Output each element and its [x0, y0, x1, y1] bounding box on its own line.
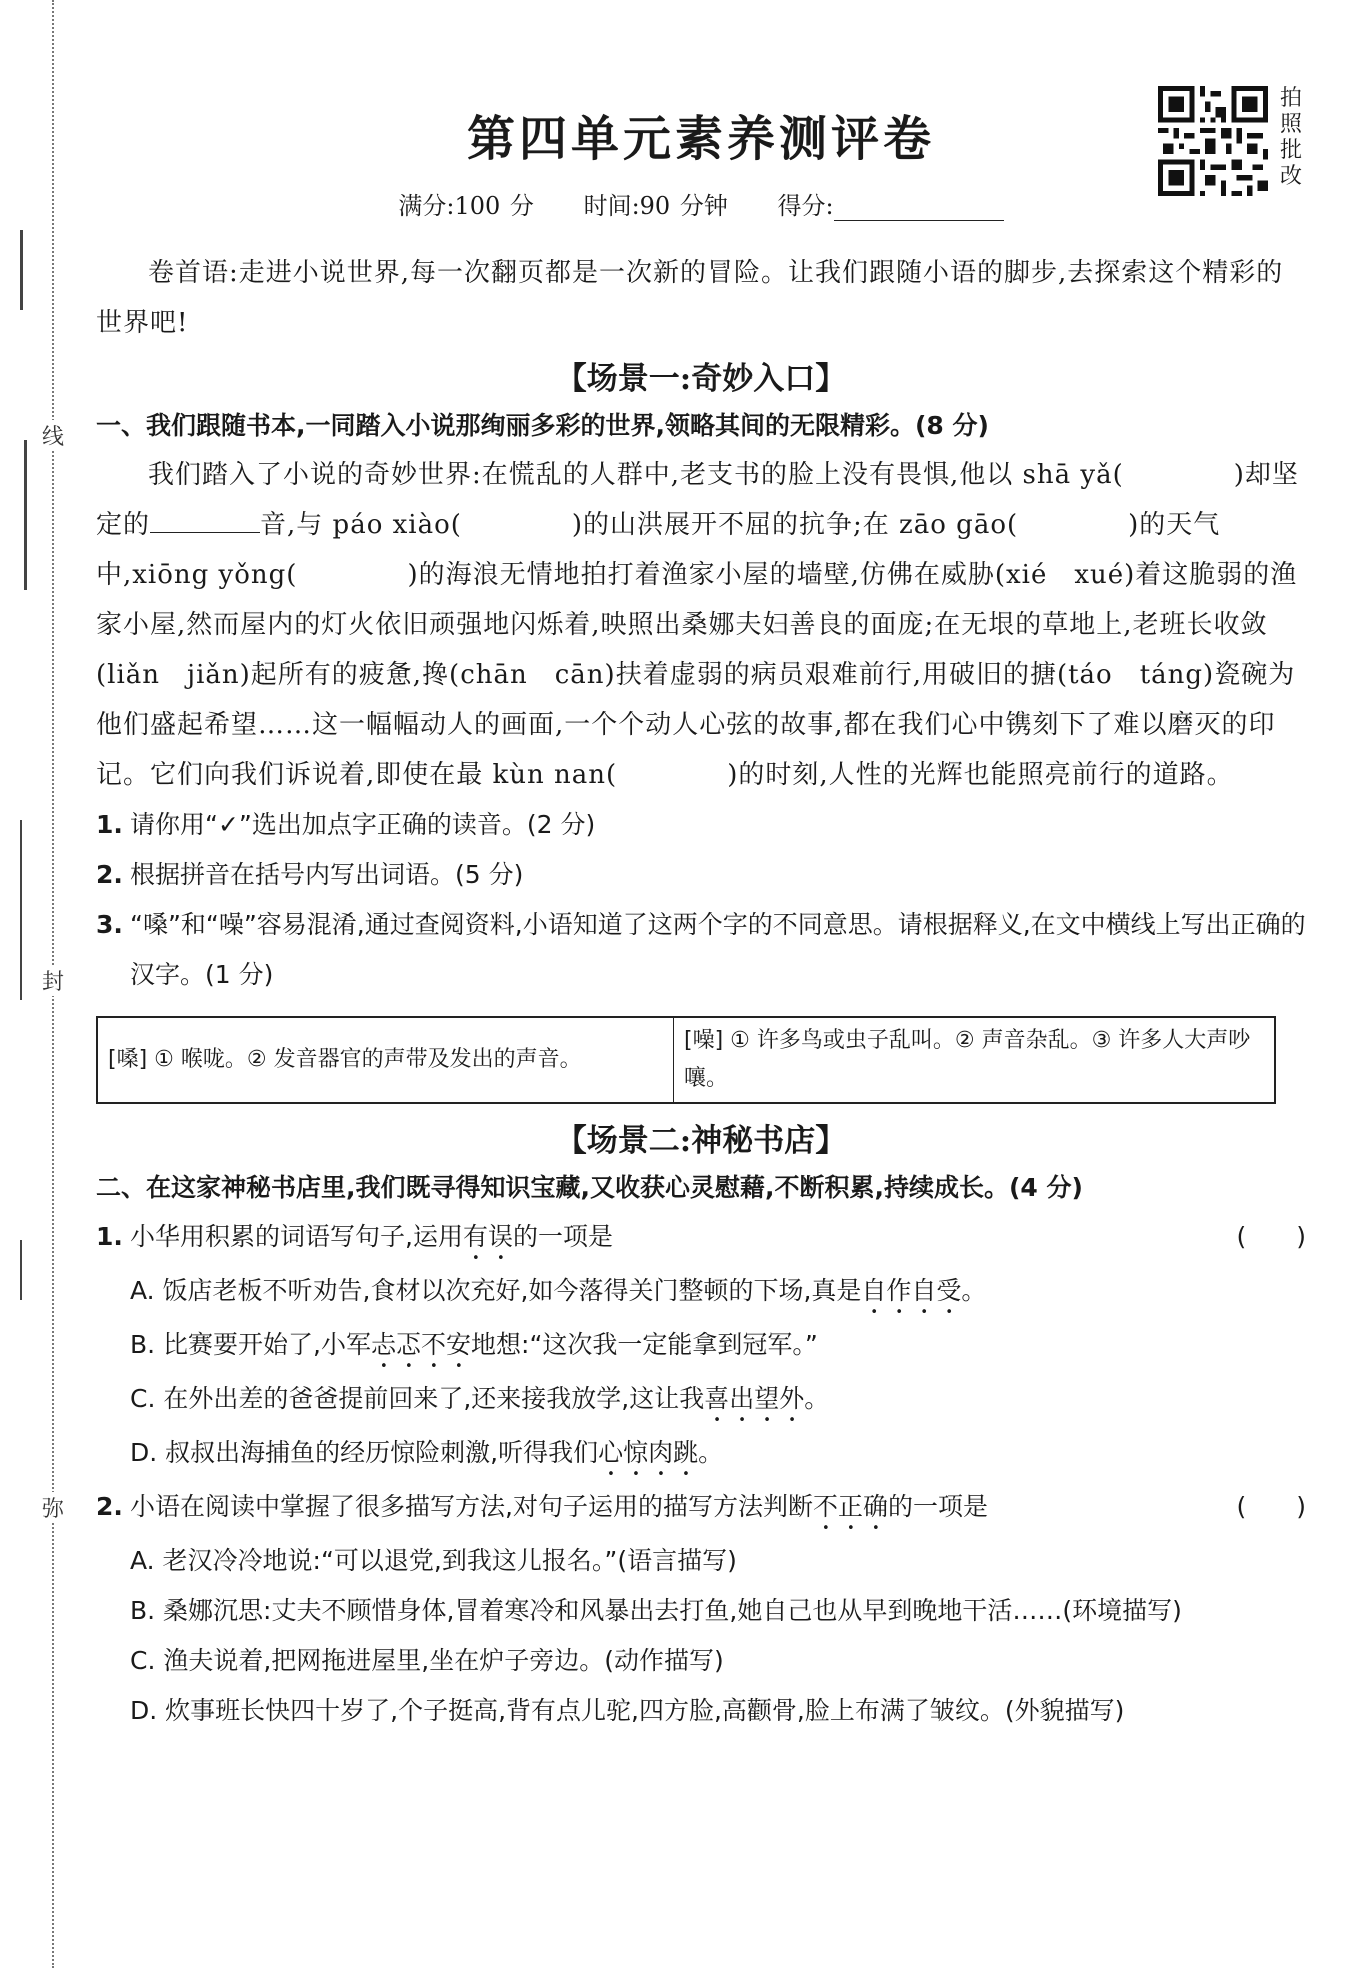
exam-body: [96, 248, 1306, 1736]
question-text: 根据拼音在括号内写出词语。(5 分): [130, 860, 524, 889]
score-label: 得分:: [777, 192, 834, 220]
section1-passage: [96, 450, 1306, 800]
passage-text: )的山洪展开不屈的抗争;在 zāo gāo(: [571, 510, 1019, 540]
binding-margin: [0, 0, 80, 1968]
definition-sang: [嗓] ① 喉咙。② 发音器官的声带及发出的声音。: [97, 1017, 674, 1103]
question-item: [96, 850, 1306, 900]
question-number: 1.: [96, 1222, 123, 1251]
passage-text: )的时刻,人性的光辉也能照亮前行的道路。: [727, 760, 1234, 790]
question-text: 的一项是: [887, 1492, 988, 1521]
question-text: 请你用“✓”选出加点字正确的读音。(2 分): [130, 810, 596, 839]
margin-label-close: 弥: [38, 1492, 68, 1523]
scene1-title: 【场景一:奇妙入口】: [555, 361, 847, 397]
section2-heading: 二、在这家神秘书店里,我们既寻得知识宝藏,又收获心灵慰藉,不断积累,持续成长。(4 分): [96, 1173, 1083, 1202]
option-text: B. 比赛要开始了,小军: [130, 1330, 371, 1359]
answer-paren[interactable]: ( ): [1236, 1492, 1306, 1521]
option-b[interactable]: [96, 1320, 1306, 1374]
question-text: 小华用积累的词语写句子,运用: [130, 1222, 463, 1251]
emphasized-text: 心惊肉跳: [598, 1438, 699, 1467]
score-field[interactable]: [777, 192, 1003, 220]
full-score: 满分:100 分: [398, 192, 534, 220]
margin-mark: [20, 230, 23, 310]
title-row: [96, 100, 1306, 169]
question-number: 2.: [96, 860, 123, 889]
question-number: 3.: [96, 910, 123, 939]
passage-text: )的海浪无情地拍打着渔家小屋的墙壁,仿佛在威胁(xié xué)着这脆弱的渔家小屋,然而屋内的灯火依旧顽强地闪烁着,映照出桑娜夫妇善良的面庞;在无垠的草地上,老班长收敛(liǎn jiǎn)起所有的疲惫,搀(chān cān)扶着虚弱的病员艰难前行,用破旧的搪(táo táng)瓷碗为他们盛起希望……这一幅幅动人的画面,一个个动人心弦的故事,都在我们心中镌刻下了难以磨灭的印记。它们向我们诉说着,即使在最 kùn nan(: [96, 560, 1298, 790]
option-text: 。: [804, 1384, 830, 1413]
passage-text: 音,与 páo xiào(: [260, 510, 462, 540]
option-text: C. 在外出差的爸爸提前回来了,还来接我放学,这让我: [130, 1384, 705, 1413]
question-text: “嗓”和“噪”容易混淆,通过查阅资料,小语知道了这两个字的不同意思。请根据释义,在文中横线上写出正确的汉字。(1 分): [130, 910, 1306, 989]
question-text: 小语在阅读中掌握了很多描写方法,对句子运用的描写方法判断: [130, 1492, 813, 1521]
emphasized-text: 忐忑不安: [371, 1330, 472, 1359]
photo-grading-label: 拍照批改: [1279, 86, 1302, 189]
option-text: D. 叔叔出海捕鱼的经历惊险刺激,听得我们: [130, 1438, 599, 1467]
emphasized-text: 喜出望外: [704, 1384, 805, 1413]
definition-zao: [噪] ① 许多鸟或虫子乱叫。② 声音杂乱。③ 许多人大声吵嚷。: [684, 1028, 1251, 1091]
option-b[interactable]: B. 桑娜沉思:丈夫不顾惜身体,冒着寒冷和风暴出去打鱼,她自己也从早到晚地干活……(环境描写): [130, 1596, 1182, 1625]
question-text: 的一项是: [512, 1222, 613, 1251]
margin-label-line: 线: [38, 420, 68, 451]
option-text: 。: [698, 1438, 724, 1467]
emphasized-text: 有误: [462, 1222, 513, 1251]
question-item: [96, 900, 1306, 1000]
answer-paren[interactable]: ( ): [1236, 1222, 1306, 1251]
emphasized-text: 不正确: [812, 1492, 888, 1521]
question-number: 2.: [96, 1492, 123, 1521]
page-title: 第四单元素养测评卷: [466, 111, 935, 167]
option-c[interactable]: [96, 1374, 1306, 1428]
time-limit: 时间:90 分钟: [583, 192, 728, 220]
section1-heading: 一、我们跟随书本,一同踏入小说那绚丽多彩的世界,领略其间的无限精彩。(8 分): [96, 411, 989, 440]
question-number: 1.: [96, 810, 123, 839]
passage-text: )却坚定的: [96, 460, 1299, 540]
exam-page: [96, 0, 1306, 1968]
scene2-title: 【场景二:神秘书店】: [555, 1123, 847, 1159]
answer-blank[interactable]: [150, 506, 260, 533]
option-a[interactable]: [96, 1266, 1306, 1320]
qr-code-icon[interactable]: [1158, 86, 1268, 196]
margin-mark: [24, 440, 27, 590]
option-text: 。: [961, 1276, 987, 1305]
option-a[interactable]: A. 老汉冷冷地说:“可以退党,到我这儿报名。”(语言描写): [130, 1546, 737, 1575]
question-item: [96, 1212, 1306, 1266]
option-text: A. 饭店老板不听劝告,食材以次充好,如今落得关门整顿的下场,真是: [130, 1276, 862, 1305]
option-text: 地想:“这次我一定能拿到冠军。”: [471, 1330, 818, 1359]
option-d[interactable]: D. 炊事班长快四十岁了,个子挺高,背有点儿驼,四方脸,高颧骨,脸上布满了皱纹。(外貌描写): [130, 1696, 1125, 1725]
intro-text: 卷首语:走进小说世界,每一次翻页都是一次新的冒险。让我们跟随小语的脚步,去探索这个精彩的世界吧!: [96, 258, 1284, 338]
margin-mark: [20, 1240, 22, 1300]
emphasized-text: 自作自受: [861, 1276, 962, 1305]
definition-table: [96, 1016, 1276, 1104]
passage-text: )的天气中,xiōng yǒng(: [96, 510, 1221, 590]
passage-text: 我们踏入了小说的奇妙世界:在慌乱的人群中,老支书的脸上没有畏惧,他以 shā yǎ(: [148, 460, 1124, 490]
margin-mark: [20, 820, 22, 1000]
exam-meta: [96, 186, 1306, 221]
table-row: [97, 1017, 1275, 1103]
question-item: [96, 1482, 1306, 1536]
option-d[interactable]: [96, 1428, 1306, 1482]
option-c[interactable]: C. 渔夫说着,把网拖进屋里,坐在炉子旁边。(动作描写): [130, 1646, 724, 1675]
score-blank[interactable]: [834, 196, 1004, 221]
question-item: [96, 800, 1306, 850]
margin-label-seal: 封: [38, 965, 68, 996]
